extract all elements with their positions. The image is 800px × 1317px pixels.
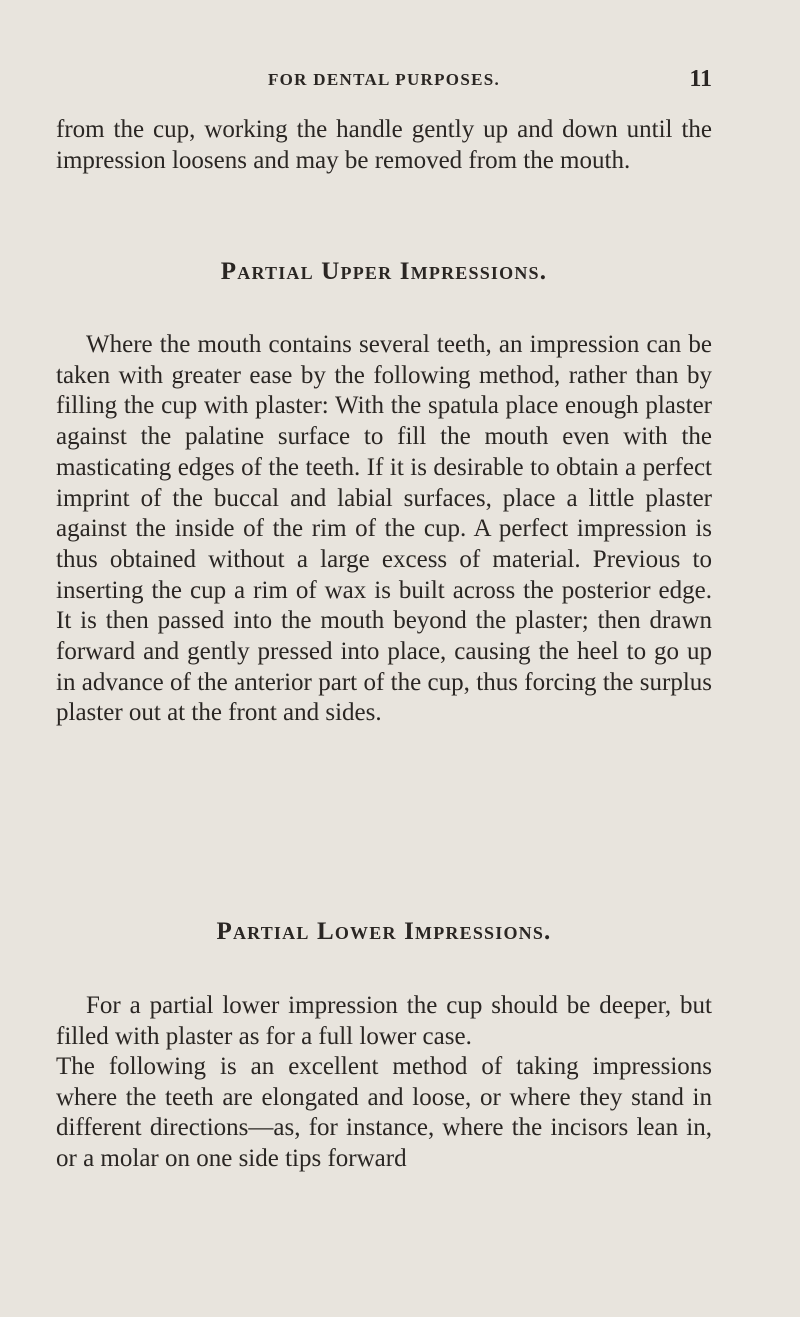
running-head: FOR DENTAL PURPOSES. bbox=[267, 70, 501, 89]
paragraph-continued: from the cup, working the handle gently up and down until the impression loosens and may be removed from the mouth. bbox=[56, 116, 712, 174]
page-number: 11 bbox=[689, 66, 712, 92]
heading-partial-lower-impressions: Partial Lower Impressions. bbox=[216, 918, 552, 945]
paragraph-partial-lower: For a partial lower impression the cup should be deeper, but filled with plaster as for a full lower case. bbox=[56, 992, 712, 1050]
page-header bbox=[56, 66, 712, 96]
heading-partial-upper-impressions: Partial Upper Impressions. bbox=[220, 258, 548, 285]
paragraph-partial-upper: Where the mouth contains several teeth, an impression can be taken with greater ease by the following method, rather than by filling the cup with plaster: With the spatula place enough plaster against the palatine surface to fill the mouth even with the masticating edges of the teeth. If it is desirable to obtain a perfect imprint of the buccal and labial surfaces, place a little plaster against the inside of the rim of the cup. A perfect impression is thus obtained without a large excess of material. Previous to inserting the cup a rim of wax is built across the posterior edge. It is then passed into the mouth beyond the plaster; then drawn forward and gently pressed into place, causing the heel to go up in advance of the anterior part of the cup, thus forcing the surplus plaster out at the front and sides. bbox=[56, 331, 712, 727]
paragraph-method: The following is an excellent method of taking impressions where the teeth are elongated and loose, or where they stand in different directions—as, for instance, where the incisors lean in, or a molar on one side tips forward bbox=[56, 1053, 712, 1173]
